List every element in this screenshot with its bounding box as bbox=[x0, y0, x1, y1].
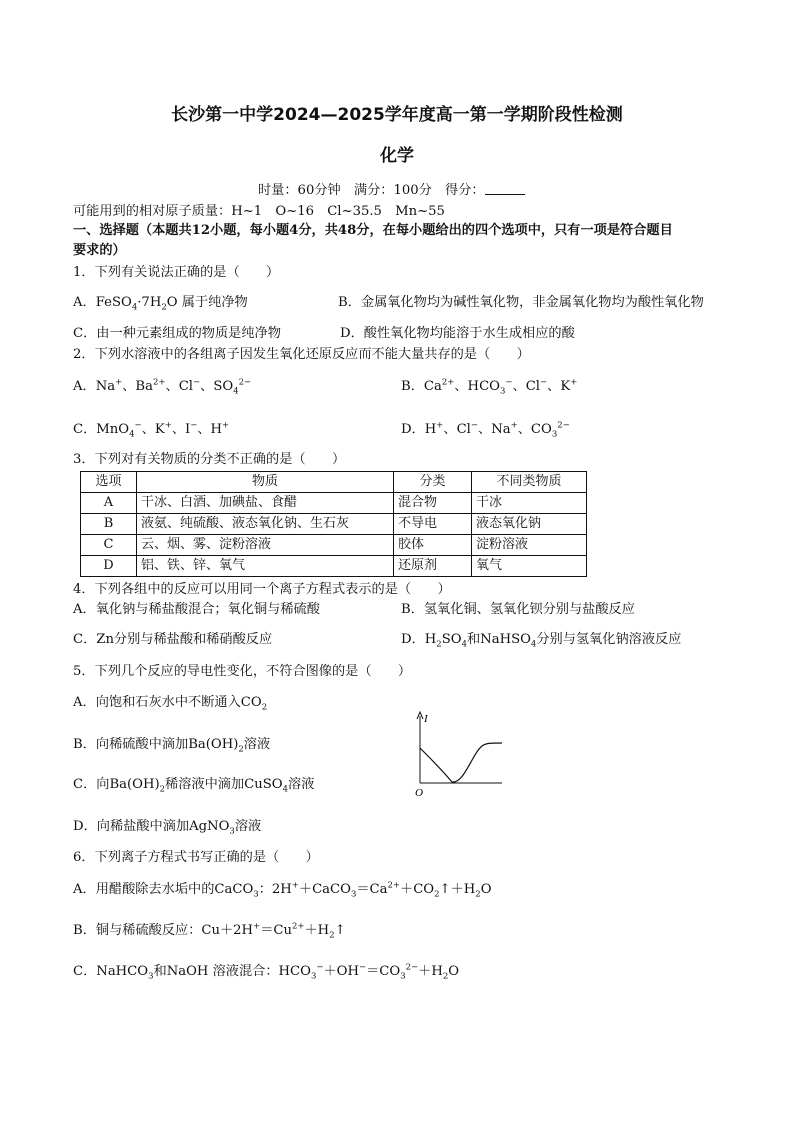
q6-option-b: B．铜与稀硫酸反应：$Cu+2H^+=Cu^{2+}+H_2↑$ bbox=[73, 921, 346, 941]
subject-title: 化学 bbox=[380, 146, 414, 166]
table-cell: 胶体 bbox=[394, 535, 472, 556]
q2-option-a: A．Na+、$Ba^{2+}$、Cl−、$SO_4^{2-}$ bbox=[73, 377, 252, 397]
q6-option-a-prefix: A．用醋酸除去水垢中的 bbox=[73, 882, 215, 897]
q4-option-c: C．Zn分别与稀盐酸和稀硝酸反应 bbox=[73, 632, 273, 647]
table-row bbox=[81, 514, 587, 535]
q2-option-b-label: B． bbox=[401, 379, 424, 394]
q5-option-a: A．向饱和石灰水中不断通入$CO_2$ bbox=[73, 695, 268, 713]
table-cell: 液态氧化钠 bbox=[472, 514, 587, 535]
q3-stem: 3．下列对有关物质的分类不正确的是（ ） bbox=[73, 452, 346, 467]
q4-option-d-label: D． bbox=[401, 632, 425, 647]
q6-option-c: C．NaHCO$_3$和NaOH 溶液混合：$HCO_3^-+OH^-=CO_3^{2-}+H_2O$ bbox=[73, 962, 460, 982]
table-cell: 干冰、白酒、加碘盐、食醋 bbox=[137, 493, 394, 514]
q1-option-a: A．$FeSO_4\cdot 7H_2O$ 属于纯净物 bbox=[73, 295, 248, 313]
q5-option-b-prefix: B．向稀硫酸中滴加 bbox=[73, 737, 189, 752]
table-header-cell: 不同类物质 bbox=[472, 472, 587, 493]
q1-stem: 1．下列有关说法正确的是（ ） bbox=[73, 265, 280, 280]
conductivity-graph bbox=[410, 708, 510, 800]
table-row bbox=[81, 535, 587, 556]
score-blank bbox=[485, 182, 525, 195]
table-cell: C bbox=[81, 535, 137, 556]
q2-option-c-label: C． bbox=[73, 422, 97, 437]
table-cell: 淀粉溶液 bbox=[472, 535, 587, 556]
q5-stem: 5．下列几个反应的导电性变化，不符合图像的是（ ） bbox=[73, 664, 412, 679]
q6-option-c-prefix: C． bbox=[73, 964, 97, 979]
table-header-cell: 物质 bbox=[137, 472, 394, 493]
q2-option-c: C．MnO$_4$−、K+、I−、H+ bbox=[73, 420, 230, 440]
q2-option-a-label: A． bbox=[73, 379, 96, 394]
table-cell: 氧气 bbox=[472, 556, 587, 577]
q1-option-c: C．由一种元素组成的物质是纯净物 bbox=[73, 326, 281, 341]
table-cell: 混合物 bbox=[394, 493, 472, 514]
q5-option-d-suffix: 溶液 bbox=[234, 819, 262, 834]
exam-meta bbox=[258, 182, 525, 200]
q5-option-d: D．向稀盐酸中滴加AgNO$_3$溶液 bbox=[73, 819, 262, 837]
q5-option-b-suffix: 溶液 bbox=[243, 737, 271, 752]
table-header-cell: 分类 bbox=[394, 472, 472, 493]
q1-option-a-text: 属于纯净物 bbox=[177, 295, 248, 310]
q5-option-d-prefix: D．向稀盐酸中滴加 bbox=[73, 819, 190, 834]
table-cell: 还原剂 bbox=[394, 556, 472, 577]
table-header-cell: 选项 bbox=[81, 472, 137, 493]
section-heading-line1: 一、选择题（本题共12小题，每小题4分，共48分，在每小题给出的四个选项中，只有一项是符合题目 bbox=[73, 223, 673, 238]
table-cell: A bbox=[81, 493, 137, 514]
table-cell: 干冰 bbox=[472, 493, 587, 514]
table-cell: 云、烟、雾、淀粉溶液 bbox=[137, 535, 394, 556]
table-cell: 不导电 bbox=[394, 514, 472, 535]
graph-axes bbox=[420, 716, 502, 783]
table-cell: 铝、铁、锌、氧气 bbox=[137, 556, 394, 577]
table-row bbox=[81, 556, 587, 577]
q5-option-c-suffix: 溶液 bbox=[288, 777, 315, 792]
q6-stem: 6．下列离子方程式书写正确的是（ ） bbox=[73, 850, 319, 865]
q4-stem: 4．下列各组中的反应可以用同一个离子方程式表示的是（ ） bbox=[73, 582, 451, 597]
section-heading-line2: 要求的） bbox=[73, 243, 126, 258]
y-axis-label: I bbox=[424, 713, 428, 725]
classification-table bbox=[80, 471, 587, 577]
q1-option-b: B．金属氧化物均为碱性氧化物，非金属氧化物均为酸性氧化物 bbox=[338, 295, 704, 310]
atomic-masses: 可能用到的相对原子质量：H~1 O~16 Cl~35.5 Mn~55 bbox=[73, 204, 445, 219]
q6-option-a: A．用醋酸除去水垢中的CaCO$_3$：$2H^++CaCO_3=Ca^{2+}+CO_2↑+H_2O$ bbox=[73, 880, 492, 900]
q6-option-c-mid: 和NaOH 溶液混合： bbox=[153, 964, 279, 979]
q2-option-b: B．$Ca^{2+}$、$HCO_3^-$、Cl−、K+ bbox=[401, 377, 578, 397]
q6-option-b-prefix: B．铜与稀硫酸反应： bbox=[73, 923, 202, 938]
table-row bbox=[81, 493, 587, 514]
q5-option-a-text: A．向饱和石灰水中不断通入 bbox=[73, 695, 241, 710]
q2-option-d: D．H+、Cl−、Na+、$CO_3^{2-}$ bbox=[401, 420, 570, 440]
exam-meta-text: 时量：60分钟 满分：100分 得分： bbox=[258, 183, 485, 198]
table-header-row bbox=[81, 472, 587, 493]
q1-option-a-label: A． bbox=[73, 295, 96, 310]
q5-option-c-prefix: C．向 bbox=[73, 777, 110, 792]
table-cell: B bbox=[81, 514, 137, 535]
table-cell: D bbox=[81, 556, 137, 577]
q4-option-d-text: 分别与氢氧化钠溶液反应 bbox=[536, 632, 682, 647]
q4-option-d: D．$H_2SO_4$和NaHSO$_4$分别与氢氧化钠溶液反应 bbox=[401, 632, 682, 650]
table-cell: 液氨、纯硫酸、液态氧化钠、生石灰 bbox=[137, 514, 394, 535]
origin-label: O bbox=[415, 787, 423, 799]
q5-option-c-mid: 稀溶液中滴加 bbox=[165, 777, 245, 792]
q2-option-d-label: D． bbox=[401, 422, 425, 437]
exam-title: 长沙第一中学2024—2025学年度高一第一学期阶段性检测 bbox=[171, 105, 623, 125]
q2-stem: 2．下列水溶液中的各组离子因发生氧化还原反应而不能大量共存的是（ ） bbox=[73, 347, 530, 362]
q1-option-d: D．酸性氧化物均能溶于水生成相应的酸 bbox=[340, 326, 575, 341]
conductivity-curve bbox=[420, 743, 502, 782]
q5-option-b: B．向稀硫酸中滴加$Ba(OH)_2$溶液 bbox=[73, 737, 271, 755]
q5-option-c: C．向$Ba(OH)_2$稀溶液中滴加CuSO$_4$溶液 bbox=[73, 777, 315, 795]
q4-option-a: A．氧化钠与稀盐酸混合；氧化铜与稀硫酸 bbox=[73, 602, 320, 617]
q4-option-d-mid: 和 bbox=[466, 632, 481, 647]
q4-option-b: B．氢氧化铜、氢氧化钡分别与盐酸反应 bbox=[401, 602, 635, 617]
